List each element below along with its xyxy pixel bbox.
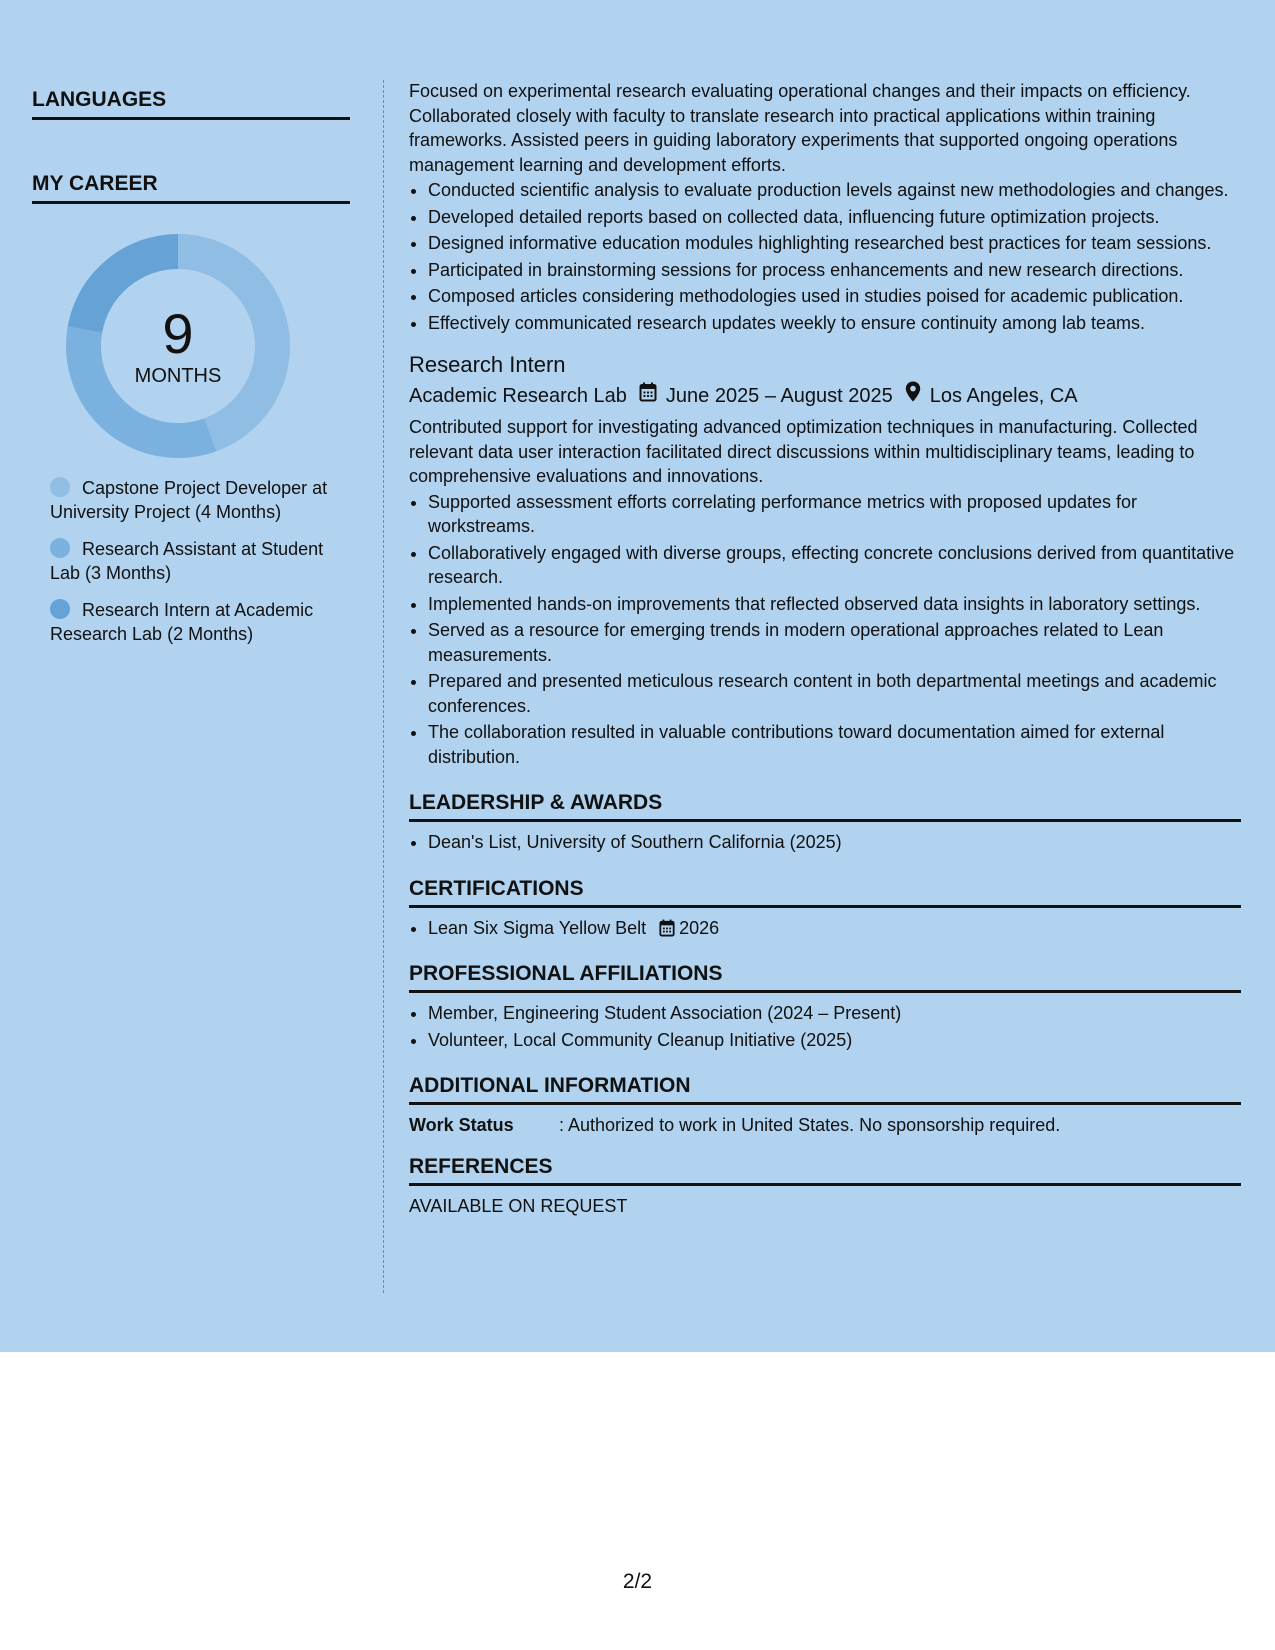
page-number: 2/2 bbox=[622, 1570, 653, 1593]
list-item: • Conducted scientific analysis to evaluate production levels against new methodologies and changes. bbox=[428, 178, 1241, 203]
cert-year: 2026 bbox=[679, 917, 720, 938]
location-pin-icon bbox=[905, 381, 921, 410]
certifications-heading: CERTIFICATIONS bbox=[409, 877, 1241, 908]
list-item: • Participated in brainstorming sessions for process enhancements and new research directions. bbox=[428, 258, 1241, 283]
work-status-row bbox=[409, 1113, 1241, 1137]
list-item: • Volunteer, Local Community Cleanup Initiative (2025) bbox=[428, 1028, 1241, 1053]
list-item: • Effectively communicated research updates weekly to ensure continuity among lab teams. bbox=[428, 311, 1241, 336]
career-heading: MY CAREER bbox=[32, 172, 350, 204]
job-title: Research Intern bbox=[409, 352, 566, 377]
list-item bbox=[428, 916, 1241, 941]
job-company: Academic Research Lab bbox=[409, 384, 627, 407]
prev-job-bullets bbox=[409, 178, 1241, 335]
career-legend-item bbox=[50, 537, 340, 585]
list-item: • Implemented hands-on improvements that reflected observed data insights in laboratory settings. bbox=[428, 592, 1241, 617]
list-item: • Supported assessment efforts correlating performance metrics with proposed updates for workstreams. bbox=[428, 490, 1241, 539]
list-item: • Served as a resource for emerging trends in modern operational approaches related to Lean measurements. bbox=[428, 618, 1241, 667]
career-legend-label: Capstone Project Developer at University Project (4 Months) bbox=[50, 478, 328, 522]
job-summary: Contributed support for investigating advanced optimization techniques in manufacturing. Collected relevant data user interaction facilitated direct discussions within multidisciplinary teams, leading to comprehensive evaluations and innovations. bbox=[409, 417, 1198, 486]
list-item: • Composed articles considering methodologies used in studies poised for academic publication. bbox=[428, 284, 1241, 309]
career-donut-chart bbox=[32, 204, 350, 464]
legend-dot-icon bbox=[50, 477, 70, 497]
references-text: AVAILABLE ON REQUEST bbox=[409, 1196, 628, 1216]
column-divider bbox=[383, 80, 384, 1293]
job-location: Los Angeles, CA bbox=[929, 384, 1078, 407]
calendar-icon bbox=[639, 382, 657, 410]
list-item: • Prepared and presented meticulous research content in both departmental meetings and academic conferences. bbox=[428, 669, 1241, 718]
list-item: • Member, Engineering Student Association (2024 – Present) bbox=[428, 1001, 1241, 1026]
job-meta bbox=[409, 381, 1241, 410]
affiliations-section bbox=[409, 962, 1241, 1052]
career-total-value: 9 bbox=[162, 301, 194, 365]
sidebar bbox=[32, 88, 350, 659]
career-legend-item bbox=[50, 476, 340, 524]
legend-dot-icon bbox=[50, 599, 70, 619]
career-legend-label: Research Intern at Academic Research Lab (2 Months) bbox=[50, 600, 314, 644]
main-content bbox=[409, 79, 1241, 1219]
list-item: • Dean's List, University of Southern California (2025) bbox=[428, 830, 1241, 855]
leadership-heading: LEADERSHIP & AWARDS bbox=[409, 791, 1241, 822]
career-total-unit: MONTHS bbox=[134, 364, 222, 387]
career-legend-label: Research Assistant at Student Lab (3 Months) bbox=[50, 539, 324, 583]
list-item: • Designed informative education modules highlighting researched best practices for team sessions. bbox=[428, 231, 1241, 256]
references-section bbox=[409, 1155, 1241, 1219]
job-dates: June 2025 – August 2025 bbox=[665, 384, 893, 407]
work-status-label: Work Status bbox=[409, 1115, 514, 1135]
list-item: • Collaboratively engaged with diverse groups, effecting concrete conclusions derived from quantitative research. bbox=[428, 541, 1241, 590]
affiliations-list bbox=[409, 1001, 1241, 1052]
certifications-section bbox=[409, 877, 1241, 941]
career-legend-item bbox=[50, 598, 340, 646]
certifications-list bbox=[409, 916, 1241, 941]
job-bullets bbox=[409, 490, 1241, 770]
additional-section bbox=[409, 1074, 1241, 1137]
languages-heading: LANGUAGES bbox=[32, 88, 350, 120]
calendar-icon bbox=[659, 919, 675, 937]
leadership-list bbox=[409, 830, 1241, 855]
list-item: • Developed detailed reports based on collected data, influencing future optimization projects. bbox=[428, 205, 1241, 230]
prev-job-summary: Focused on experimental research evaluating operational changes and their impacts on efficiency. Collaborated closely with faculty to translate research into practical applications within training frameworks. Assisted peers in guiding laboratory experiments that supported ongoing operations management learning and development efforts. bbox=[409, 81, 1191, 175]
cert-name: • Lean Six Sigma Yellow Belt bbox=[428, 917, 647, 938]
additional-heading: ADDITIONAL INFORMATION bbox=[409, 1074, 1241, 1105]
references-heading: REFERENCES bbox=[409, 1155, 1241, 1186]
affiliations-heading: PROFESSIONAL AFFILIATIONS bbox=[409, 962, 1241, 993]
work-status-value: : Authorized to work in United States. No sponsorship required. bbox=[559, 1115, 1061, 1135]
career-legend bbox=[50, 476, 340, 646]
leadership-section bbox=[409, 791, 1241, 855]
donut-center bbox=[66, 234, 290, 458]
legend-dot-icon bbox=[50, 538, 70, 558]
list-item: • The collaboration resulted in valuable contributions toward documentation aimed for external distribution. bbox=[428, 720, 1241, 769]
